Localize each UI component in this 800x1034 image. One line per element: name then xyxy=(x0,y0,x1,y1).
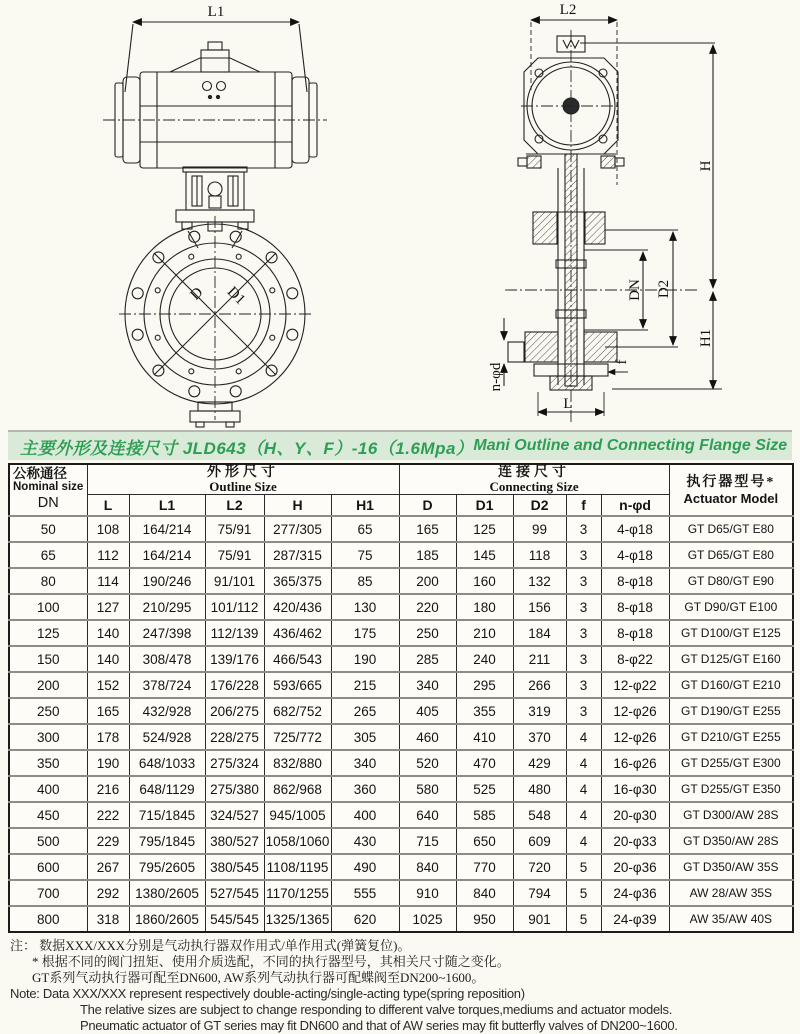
cell-d1: 295 xyxy=(456,672,513,698)
outline-size-en: Outline Size xyxy=(209,479,277,494)
cell-h: 436/462 xyxy=(264,620,331,646)
cell-f: 3 xyxy=(566,516,601,542)
outline-size-zh: 外形尺寸 xyxy=(207,465,280,480)
cell-dn: 800 xyxy=(9,906,87,932)
side-view-drawing xyxy=(488,2,722,424)
cell-d: 220 xyxy=(399,594,456,620)
cell-h1: 555 xyxy=(331,880,399,906)
cell-dn: 200 xyxy=(9,672,87,698)
cell-l: 267 xyxy=(87,854,129,880)
cell-d1: 160 xyxy=(456,568,513,594)
cell-nd: 16-φ30 xyxy=(601,776,669,802)
cell-d1: 650 xyxy=(456,828,513,854)
cell-model: GT D65/GT E80 xyxy=(669,516,793,542)
dim-label-f: f xyxy=(614,359,630,365)
cell-d1: 180 xyxy=(456,594,513,620)
cell-nd: 12-φ26 xyxy=(601,698,669,724)
dim-label-l: L xyxy=(563,396,573,412)
cell-nd: 24-φ36 xyxy=(601,880,669,906)
col-header-D2: D2 xyxy=(513,495,566,517)
col-header-D: D xyxy=(399,495,456,517)
table-row xyxy=(9,906,793,932)
table-row xyxy=(9,880,793,906)
cell-d1: 240 xyxy=(456,646,513,672)
cell-d1: 950 xyxy=(456,906,513,932)
cell-l1: 164/214 xyxy=(129,542,205,568)
col-header-nominal-size xyxy=(9,464,87,516)
col-group-connecting-size xyxy=(399,464,669,495)
cell-l: 112 xyxy=(87,542,129,568)
cell-dn: 500 xyxy=(9,828,87,854)
cell-l: 178 xyxy=(87,724,129,750)
section-title-bar xyxy=(8,430,792,460)
cell-l: 190 xyxy=(87,750,129,776)
note-en-line1: Note: Data XXX/XXX represent respectively double-acting/single-acting type(spring reposition) xyxy=(10,986,525,1001)
cell-d2: 370 xyxy=(513,724,566,750)
connecting-size-en: Connecting Size xyxy=(489,479,579,494)
cell-d2: 184 xyxy=(513,620,566,646)
cell-l1: 648/1033 xyxy=(129,750,205,776)
table-row xyxy=(9,750,793,776)
cell-model: GT D350/AW 35S xyxy=(669,854,793,880)
cell-model: GT D125/GT E160 xyxy=(669,646,793,672)
table-row xyxy=(9,620,793,646)
cell-d: 405 xyxy=(399,698,456,724)
cell-d: 520 xyxy=(399,750,456,776)
nominal-size-dn: DN xyxy=(37,495,59,511)
cell-l: 114 xyxy=(87,568,129,594)
cell-l: 165 xyxy=(87,698,129,724)
cell-d: 185 xyxy=(399,542,456,568)
cell-model: GT D210/GT E255 xyxy=(669,724,793,750)
cell-l: 318 xyxy=(87,906,129,932)
cell-l2: 139/176 xyxy=(205,646,264,672)
cell-d2: 211 xyxy=(513,646,566,672)
cell-dn: 300 xyxy=(9,724,87,750)
cell-dn: 450 xyxy=(9,802,87,828)
table-row xyxy=(9,802,793,828)
cell-l: 222 xyxy=(87,802,129,828)
cell-l1: 308/478 xyxy=(129,646,205,672)
cell-d2: 429 xyxy=(513,750,566,776)
cell-h1: 490 xyxy=(331,854,399,880)
section-title-zh: 主要外形及连接尺寸 JLD643（H、Y、F）-16（1.6Mpa） xyxy=(20,438,474,458)
cell-dn: 50 xyxy=(9,516,87,542)
cell-nd: 8-φ18 xyxy=(601,568,669,594)
cell-model: GT D190/GT E255 xyxy=(669,698,793,724)
cell-h: 277/305 xyxy=(264,516,331,542)
cell-f: 4 xyxy=(566,828,601,854)
cell-dn: 80 xyxy=(9,568,87,594)
cell-dn: 700 xyxy=(9,880,87,906)
cell-l1: 1860/2605 xyxy=(129,906,205,932)
table-row xyxy=(9,672,793,698)
col-header-L2: L2 xyxy=(205,495,264,517)
cell-l: 127 xyxy=(87,594,129,620)
dim-label-d1: D1 xyxy=(223,283,249,309)
cell-dn: 65 xyxy=(9,542,87,568)
note-en-line2: The relative sizes are subject to change responding to different valve torques,mediums and actuator models. xyxy=(80,1002,673,1017)
cell-l2: 91/101 xyxy=(205,568,264,594)
cell-model: GT D65/GT E80 xyxy=(669,542,793,568)
cell-d1: 525 xyxy=(456,776,513,802)
cell-d2: 794 xyxy=(513,880,566,906)
table-row xyxy=(9,516,793,542)
cell-l2: 112/139 xyxy=(205,620,264,646)
col-header-n-phi-d: n-φd xyxy=(601,495,669,517)
cell-dn: 150 xyxy=(9,646,87,672)
cell-model: GT D100/GT E125 xyxy=(669,620,793,646)
cell-d: 715 xyxy=(399,828,456,854)
cell-model: GT D255/GT E300 xyxy=(669,750,793,776)
cell-l2: 275/324 xyxy=(205,750,264,776)
dim-label-l2: L2 xyxy=(559,2,577,18)
cell-l2: 75/91 xyxy=(205,516,264,542)
cell-l2: 75/91 xyxy=(205,542,264,568)
cell-l: 216 xyxy=(87,776,129,802)
cell-h1: 85 xyxy=(331,568,399,594)
cell-h: 725/772 xyxy=(264,724,331,750)
cell-f: 4 xyxy=(566,776,601,802)
cell-dn: 125 xyxy=(9,620,87,646)
cell-model: GT D160/GT E210 xyxy=(669,672,793,698)
connecting-size-zh: 连接尺寸 xyxy=(498,465,571,480)
cell-d: 910 xyxy=(399,880,456,906)
cell-h1: 305 xyxy=(331,724,399,750)
cell-d2: 266 xyxy=(513,672,566,698)
cell-d2: 480 xyxy=(513,776,566,802)
cell-l: 229 xyxy=(87,828,129,854)
cell-d2: 132 xyxy=(513,568,566,594)
cell-d2: 319 xyxy=(513,698,566,724)
col-header-actuator-model xyxy=(669,464,793,516)
cell-f: 3 xyxy=(566,672,601,698)
cell-f: 5 xyxy=(566,854,601,880)
cell-model: GT D350/AW 28S xyxy=(669,828,793,854)
cell-d2: 118 xyxy=(513,542,566,568)
col-header-H: H xyxy=(264,495,331,517)
cell-model: AW 28/AW 35S xyxy=(669,880,793,906)
nominal-size-en: Nominal size xyxy=(13,481,84,493)
cell-nd: 8-φ18 xyxy=(601,594,669,620)
cell-nd: 20-φ36 xyxy=(601,854,669,880)
cell-d: 250 xyxy=(399,620,456,646)
cell-l: 140 xyxy=(87,620,129,646)
note-zh-line1: 注： 数据XXX/XXX分别是气动执行器双作用式/单作用式(弹簧复位)。 xyxy=(10,938,411,953)
col-header-f: f xyxy=(566,495,601,517)
cell-d1: 210 xyxy=(456,620,513,646)
cell-d2: 156 xyxy=(513,594,566,620)
col-header-H1: H1 xyxy=(331,495,399,517)
cell-model: GT D300/AW 28S xyxy=(669,802,793,828)
cell-l2: 101/112 xyxy=(205,594,264,620)
cell-d1: 840 xyxy=(456,880,513,906)
cell-d: 580 xyxy=(399,776,456,802)
front-view-drawing xyxy=(103,4,327,427)
note-en-line3: Pneumatic actuator of GT series may fit DN600 and that of AW series may fit butterfly valves of DN200~1600. xyxy=(80,1018,678,1033)
table-row xyxy=(9,854,793,880)
cell-h1: 65 xyxy=(331,516,399,542)
cell-d2: 901 xyxy=(513,906,566,932)
note-zh-line2: * 根据不同的阀门扭矩、使用介质选配，不同的执行器型号，其相关尺寸随之变化。 xyxy=(32,954,510,969)
nominal-size-zh: 公称通径 xyxy=(13,466,67,481)
cell-d2: 548 xyxy=(513,802,566,828)
cell-h1: 340 xyxy=(331,750,399,776)
cell-f: 3 xyxy=(566,698,601,724)
dim-label-l1: L1 xyxy=(207,4,225,20)
cell-f: 3 xyxy=(566,594,601,620)
cell-l2: 324/527 xyxy=(205,802,264,828)
cell-l1: 648/1129 xyxy=(129,776,205,802)
dim-label-dn: DN xyxy=(627,279,643,301)
dim-label-d: D xyxy=(187,284,207,304)
table-row xyxy=(9,828,793,854)
cell-nd: 8-φ22 xyxy=(601,646,669,672)
cell-l2: 275/380 xyxy=(205,776,264,802)
cell-h: 287/315 xyxy=(264,542,331,568)
cell-l1: 795/1845 xyxy=(129,828,205,854)
col-header-L1: L1 xyxy=(129,495,205,517)
table-row xyxy=(9,542,793,568)
cell-nd: 12-φ26 xyxy=(601,724,669,750)
dim-label-h1: H1 xyxy=(698,328,714,348)
cell-nd: 4-φ18 xyxy=(601,516,669,542)
cell-l2: 380/545 xyxy=(205,854,264,880)
table-body xyxy=(9,516,793,932)
cell-h: 682/752 xyxy=(264,698,331,724)
cell-f: 4 xyxy=(566,750,601,776)
table-row xyxy=(9,568,793,594)
col-group-outline-size xyxy=(87,464,399,495)
cell-h: 1108/1195 xyxy=(264,854,331,880)
cell-l2: 206/275 xyxy=(205,698,264,724)
notes xyxy=(10,938,792,1034)
cell-d: 640 xyxy=(399,802,456,828)
cell-l1: 1380/2605 xyxy=(129,880,205,906)
cell-h1: 75 xyxy=(331,542,399,568)
actuator-model-zh: 执行器型号* xyxy=(686,474,776,490)
table-row xyxy=(9,724,793,750)
cell-h1: 190 xyxy=(331,646,399,672)
cell-d2: 609 xyxy=(513,828,566,854)
cell-f: 5 xyxy=(566,880,601,906)
cell-h1: 265 xyxy=(331,698,399,724)
cell-nd: 20-φ30 xyxy=(601,802,669,828)
cell-f: 4 xyxy=(566,724,601,750)
cell-d1: 410 xyxy=(456,724,513,750)
cell-dn: 100 xyxy=(9,594,87,620)
cell-d: 165 xyxy=(399,516,456,542)
cell-d: 200 xyxy=(399,568,456,594)
dim-label-h: H xyxy=(698,160,714,172)
cell-h: 466/543 xyxy=(264,646,331,672)
cell-d: 840 xyxy=(399,854,456,880)
cell-h: 1058/1060 xyxy=(264,828,331,854)
section-title-en: Mani Outline and Connecting Flange Size xyxy=(473,437,788,454)
group-header-row xyxy=(9,464,793,495)
cell-dn: 600 xyxy=(9,854,87,880)
cell-dn: 350 xyxy=(9,750,87,776)
dimension-table xyxy=(8,463,794,933)
cell-l2: 545/545 xyxy=(205,906,264,932)
cell-h1: 430 xyxy=(331,828,399,854)
cell-l1: 164/214 xyxy=(129,516,205,542)
cell-d1: 125 xyxy=(456,516,513,542)
cell-nd: 4-φ18 xyxy=(601,542,669,568)
cell-d1: 470 xyxy=(456,750,513,776)
cell-f: 5 xyxy=(566,906,601,932)
cell-l2: 228/275 xyxy=(205,724,264,750)
cell-model: GT D255/GT E350 xyxy=(669,776,793,802)
cell-h1: 215 xyxy=(331,672,399,698)
cell-h: 862/968 xyxy=(264,776,331,802)
dim-label-d2: D2 xyxy=(656,279,672,299)
cell-l1: 795/2605 xyxy=(129,854,205,880)
cell-l2: 176/228 xyxy=(205,672,264,698)
cell-d1: 770 xyxy=(456,854,513,880)
cell-l2: 380/527 xyxy=(205,828,264,854)
cell-model: GT D90/GT E100 xyxy=(669,594,793,620)
cell-d1: 585 xyxy=(456,802,513,828)
table-row xyxy=(9,776,793,802)
cell-h1: 360 xyxy=(331,776,399,802)
cell-d1: 145 xyxy=(456,542,513,568)
cell-f: 3 xyxy=(566,646,601,672)
cell-l: 108 xyxy=(87,516,129,542)
cell-l1: 432/928 xyxy=(129,698,205,724)
dim-label-n-phi-d: n-φd xyxy=(488,362,504,392)
col-header-L: L xyxy=(87,495,129,517)
cell-d: 1025 xyxy=(399,906,456,932)
cell-h: 1325/1365 xyxy=(264,906,331,932)
cell-f: 3 xyxy=(566,620,601,646)
cell-nd: 12-φ22 xyxy=(601,672,669,698)
cell-h1: 400 xyxy=(331,802,399,828)
table-row xyxy=(9,646,793,672)
cell-h: 593/665 xyxy=(264,672,331,698)
cell-f: 4 xyxy=(566,802,601,828)
cell-h1: 130 xyxy=(331,594,399,620)
note-zh-line3: GT系列气动执行器可配至DN600, AW系列气动执行器可配蝶阀至DN200~1600。 xyxy=(32,970,485,985)
cell-l1: 247/398 xyxy=(129,620,205,646)
cell-h: 420/436 xyxy=(264,594,331,620)
cell-nd: 8-φ18 xyxy=(601,620,669,646)
cell-d2: 720 xyxy=(513,854,566,880)
cell-l: 292 xyxy=(87,880,129,906)
cell-h: 365/375 xyxy=(264,568,331,594)
cell-d: 460 xyxy=(399,724,456,750)
cell-d1: 355 xyxy=(456,698,513,724)
cell-dn: 250 xyxy=(9,698,87,724)
cell-h: 1170/1255 xyxy=(264,880,331,906)
cell-h: 945/1005 xyxy=(264,802,331,828)
cell-d: 285 xyxy=(399,646,456,672)
cell-l1: 190/246 xyxy=(129,568,205,594)
cell-l1: 378/724 xyxy=(129,672,205,698)
cell-nd: 16-φ26 xyxy=(601,750,669,776)
cell-f: 3 xyxy=(566,542,601,568)
cell-model: GT D80/GT E90 xyxy=(669,568,793,594)
cell-l: 140 xyxy=(87,646,129,672)
cell-h1: 175 xyxy=(331,620,399,646)
table-row xyxy=(9,698,793,724)
valve-technical-drawings xyxy=(0,0,800,428)
cell-l: 152 xyxy=(87,672,129,698)
cell-h1: 620 xyxy=(331,906,399,932)
cell-l1: 210/295 xyxy=(129,594,205,620)
cell-nd: 24-φ39 xyxy=(601,906,669,932)
col-header-D1: D1 xyxy=(456,495,513,517)
cell-h: 832/880 xyxy=(264,750,331,776)
cell-d2: 99 xyxy=(513,516,566,542)
cell-model: AW 35/AW 40S xyxy=(669,906,793,932)
cell-l1: 715/1845 xyxy=(129,802,205,828)
cell-dn: 400 xyxy=(9,776,87,802)
cell-l2: 527/545 xyxy=(205,880,264,906)
cell-d: 340 xyxy=(399,672,456,698)
cell-nd: 20-φ33 xyxy=(601,828,669,854)
cell-l1: 524/928 xyxy=(129,724,205,750)
table-row xyxy=(9,594,793,620)
cell-f: 3 xyxy=(566,568,601,594)
actuator-model-en: Actuator Model xyxy=(683,490,779,506)
